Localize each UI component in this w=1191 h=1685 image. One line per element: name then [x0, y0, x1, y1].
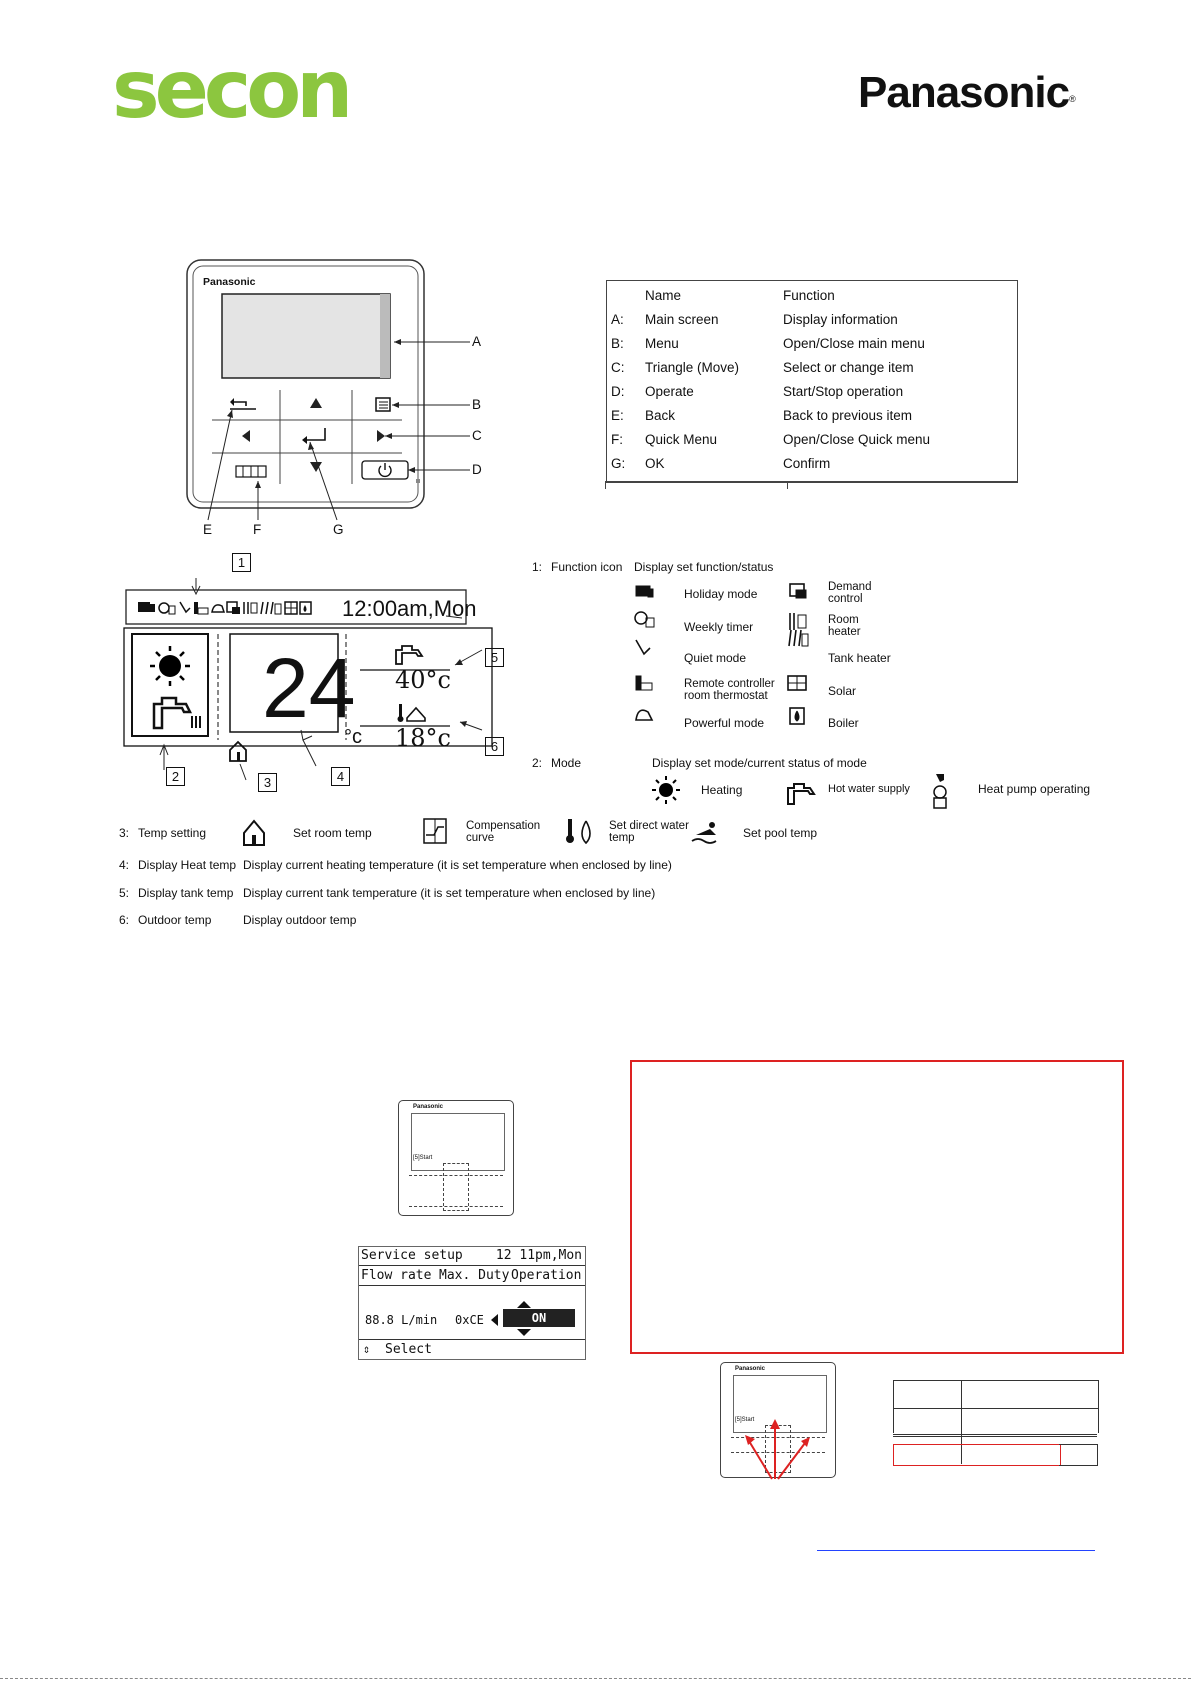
service-footer: Select — [385, 1342, 432, 1357]
legend3-num: 3: — [119, 826, 130, 840]
label-2: 2 — [166, 767, 185, 786]
legend-demand: Demand control — [828, 581, 872, 605]
legend4-num: 4: — [119, 858, 130, 872]
table-row — [607, 307, 934, 331]
mini-remote-screen-text: [5]Start — [413, 1155, 433, 1161]
down-arrow-icon[interactable] — [517, 1329, 531, 1336]
secon-logo: secon — [112, 43, 349, 136]
legend-heating: Heating — [701, 783, 743, 797]
callout-e: E — [203, 522, 213, 537]
legend-room-temp: Set room temp — [293, 826, 372, 840]
display-tank-temp: 40°c — [395, 666, 451, 694]
row-func: Confirm — [783, 455, 831, 471]
function-table-box — [606, 280, 1018, 483]
legend3-title: Temp setting — [138, 826, 207, 840]
table-header-row — [607, 283, 934, 307]
service-col-op: Operation — [511, 1268, 582, 1283]
header-function: Function — [783, 287, 835, 303]
legend1-title: Function icon — [551, 560, 623, 574]
label-1: 1 — [232, 553, 251, 572]
mini-remote-2-screen-text: [5]Start — [735, 1417, 755, 1423]
callout-c: C — [472, 428, 482, 443]
legend4-desc: Display current heating temperature (it is set temperature when enclosed by line) — [243, 858, 672, 872]
service-col-duty: Max. Duty — [439, 1268, 510, 1283]
row-func: Select or change item — [783, 359, 914, 375]
service-time: 12 11pm,Mon — [495, 1248, 582, 1263]
row-name: Triangle (Move) — [645, 359, 740, 375]
display-heat-unit: °c — [344, 726, 362, 748]
legend6-title: Outdoor temp — [138, 913, 212, 927]
legend-holiday: Holiday mode — [684, 587, 758, 601]
mini-remote-brand: Panasonic — [413, 1104, 444, 1110]
table-row — [607, 379, 934, 403]
callout-d: D — [472, 462, 482, 477]
mini-remote-2-brand: Panasonic — [735, 1366, 766, 1372]
legend2-title: Mode — [551, 756, 582, 770]
row-name: Quick Menu — [645, 431, 718, 447]
row-key: F: — [611, 431, 623, 447]
updown-icon: ⇕ — [363, 1342, 371, 1356]
legend-room-heater: Room heater — [828, 614, 861, 638]
service-title: Service setup — [361, 1248, 463, 1263]
left-arrow-icon[interactable] — [491, 1314, 498, 1326]
red-arrows — [735, 1395, 835, 1485]
row-key: C: — [611, 359, 625, 375]
service-setup-screen — [358, 1246, 586, 1360]
row-name: Main screen — [645, 311, 719, 327]
label-6: 6 — [485, 737, 504, 756]
table-row — [607, 427, 934, 451]
display-heat-temp: 24 — [262, 641, 356, 735]
legend-hot-water: Hot water supply — [828, 783, 910, 795]
panasonic-logo: Panasonic® — [858, 68, 1075, 117]
table-row — [607, 451, 934, 475]
row-key: B: — [611, 335, 624, 351]
row-func: Open/Close main menu — [783, 335, 925, 351]
note-box — [630, 1060, 1124, 1354]
legend-boiler: Boiler — [828, 716, 859, 730]
service-col-flow: Flow rate — [361, 1268, 432, 1283]
table-row — [607, 331, 934, 355]
legend-weekly: Weekly timer — [684, 620, 754, 634]
row-func: Back to previous item — [783, 407, 913, 423]
label-3: 3 — [258, 773, 277, 792]
callout-g: G — [333, 522, 344, 537]
service-duty-value: 0xCE — [455, 1313, 484, 1327]
display-outdoor-temp: 18°c — [395, 724, 451, 752]
header-name: Name — [645, 287, 682, 303]
legend4-title: Display Heat temp — [138, 858, 237, 872]
row-key: D: — [611, 383, 625, 399]
row-func: Open/Close Quick menu — [783, 431, 931, 447]
legend-tank-heater: Tank heater — [828, 651, 891, 665]
mini-remote-1 — [398, 1100, 514, 1216]
legend1-desc: Display set function/status — [634, 560, 774, 574]
empty-table — [893, 1380, 1098, 1468]
legend2-desc: Display set mode/current status of mode — [652, 756, 867, 770]
label-4: 4 — [331, 767, 350, 786]
callout-a: A — [472, 334, 482, 349]
operation-toggle[interactable]: ON — [503, 1309, 575, 1327]
legend-direct-water: Set direct water temp — [609, 820, 689, 844]
row-key: E: — [611, 407, 624, 423]
legend5-num: 5: — [119, 886, 130, 900]
row-name: Menu — [645, 335, 679, 351]
row-func: Display information — [783, 311, 898, 327]
legend-solar: Solar — [828, 684, 857, 698]
legend6-num: 6: — [119, 913, 130, 927]
legend2-num: 2: — [532, 756, 543, 770]
row-func: Start/Stop operation — [783, 383, 904, 399]
legend-heat-pump: Heat pump operating — [978, 782, 1091, 796]
link-underline[interactable] — [817, 1550, 1095, 1551]
legend6-desc: Display outdoor temp — [243, 913, 357, 927]
row-key: A: — [611, 311, 624, 327]
legend-powerful: Powerful mode — [684, 716, 765, 730]
page-edge — [0, 1678, 1191, 1679]
row-name: OK — [645, 455, 665, 471]
legend-remote-thermostat: Remote controller room thermostat — [684, 678, 775, 702]
legend-pool: Set pool temp — [743, 826, 818, 840]
label-5: 5 — [485, 648, 504, 667]
service-flow-value: 88.8 L/min — [365, 1313, 438, 1327]
row-name: Operate — [645, 383, 694, 399]
row-key: G: — [611, 455, 626, 471]
remote-brand: Panasonic — [203, 276, 256, 288]
table-row — [607, 355, 934, 379]
legend5-desc: Display current tank temperature (it is set temperature when enclosed by line) — [243, 886, 656, 900]
callout-b: B — [472, 397, 482, 412]
table-row — [607, 403, 934, 427]
legend5-title: Display tank temp — [138, 886, 234, 900]
remote-controller-diagram — [180, 258, 520, 538]
display-clock: 12:00am,Mon — [342, 596, 477, 621]
legend-quiet: Quiet mode — [684, 651, 747, 665]
row-name: Back — [645, 407, 676, 423]
legend-compensation: Compensation curve — [466, 820, 541, 844]
up-arrow-icon[interactable] — [517, 1301, 531, 1308]
callout-f: F — [253, 522, 262, 537]
legend1-num: 1: — [532, 560, 543, 574]
function-table — [607, 283, 934, 475]
